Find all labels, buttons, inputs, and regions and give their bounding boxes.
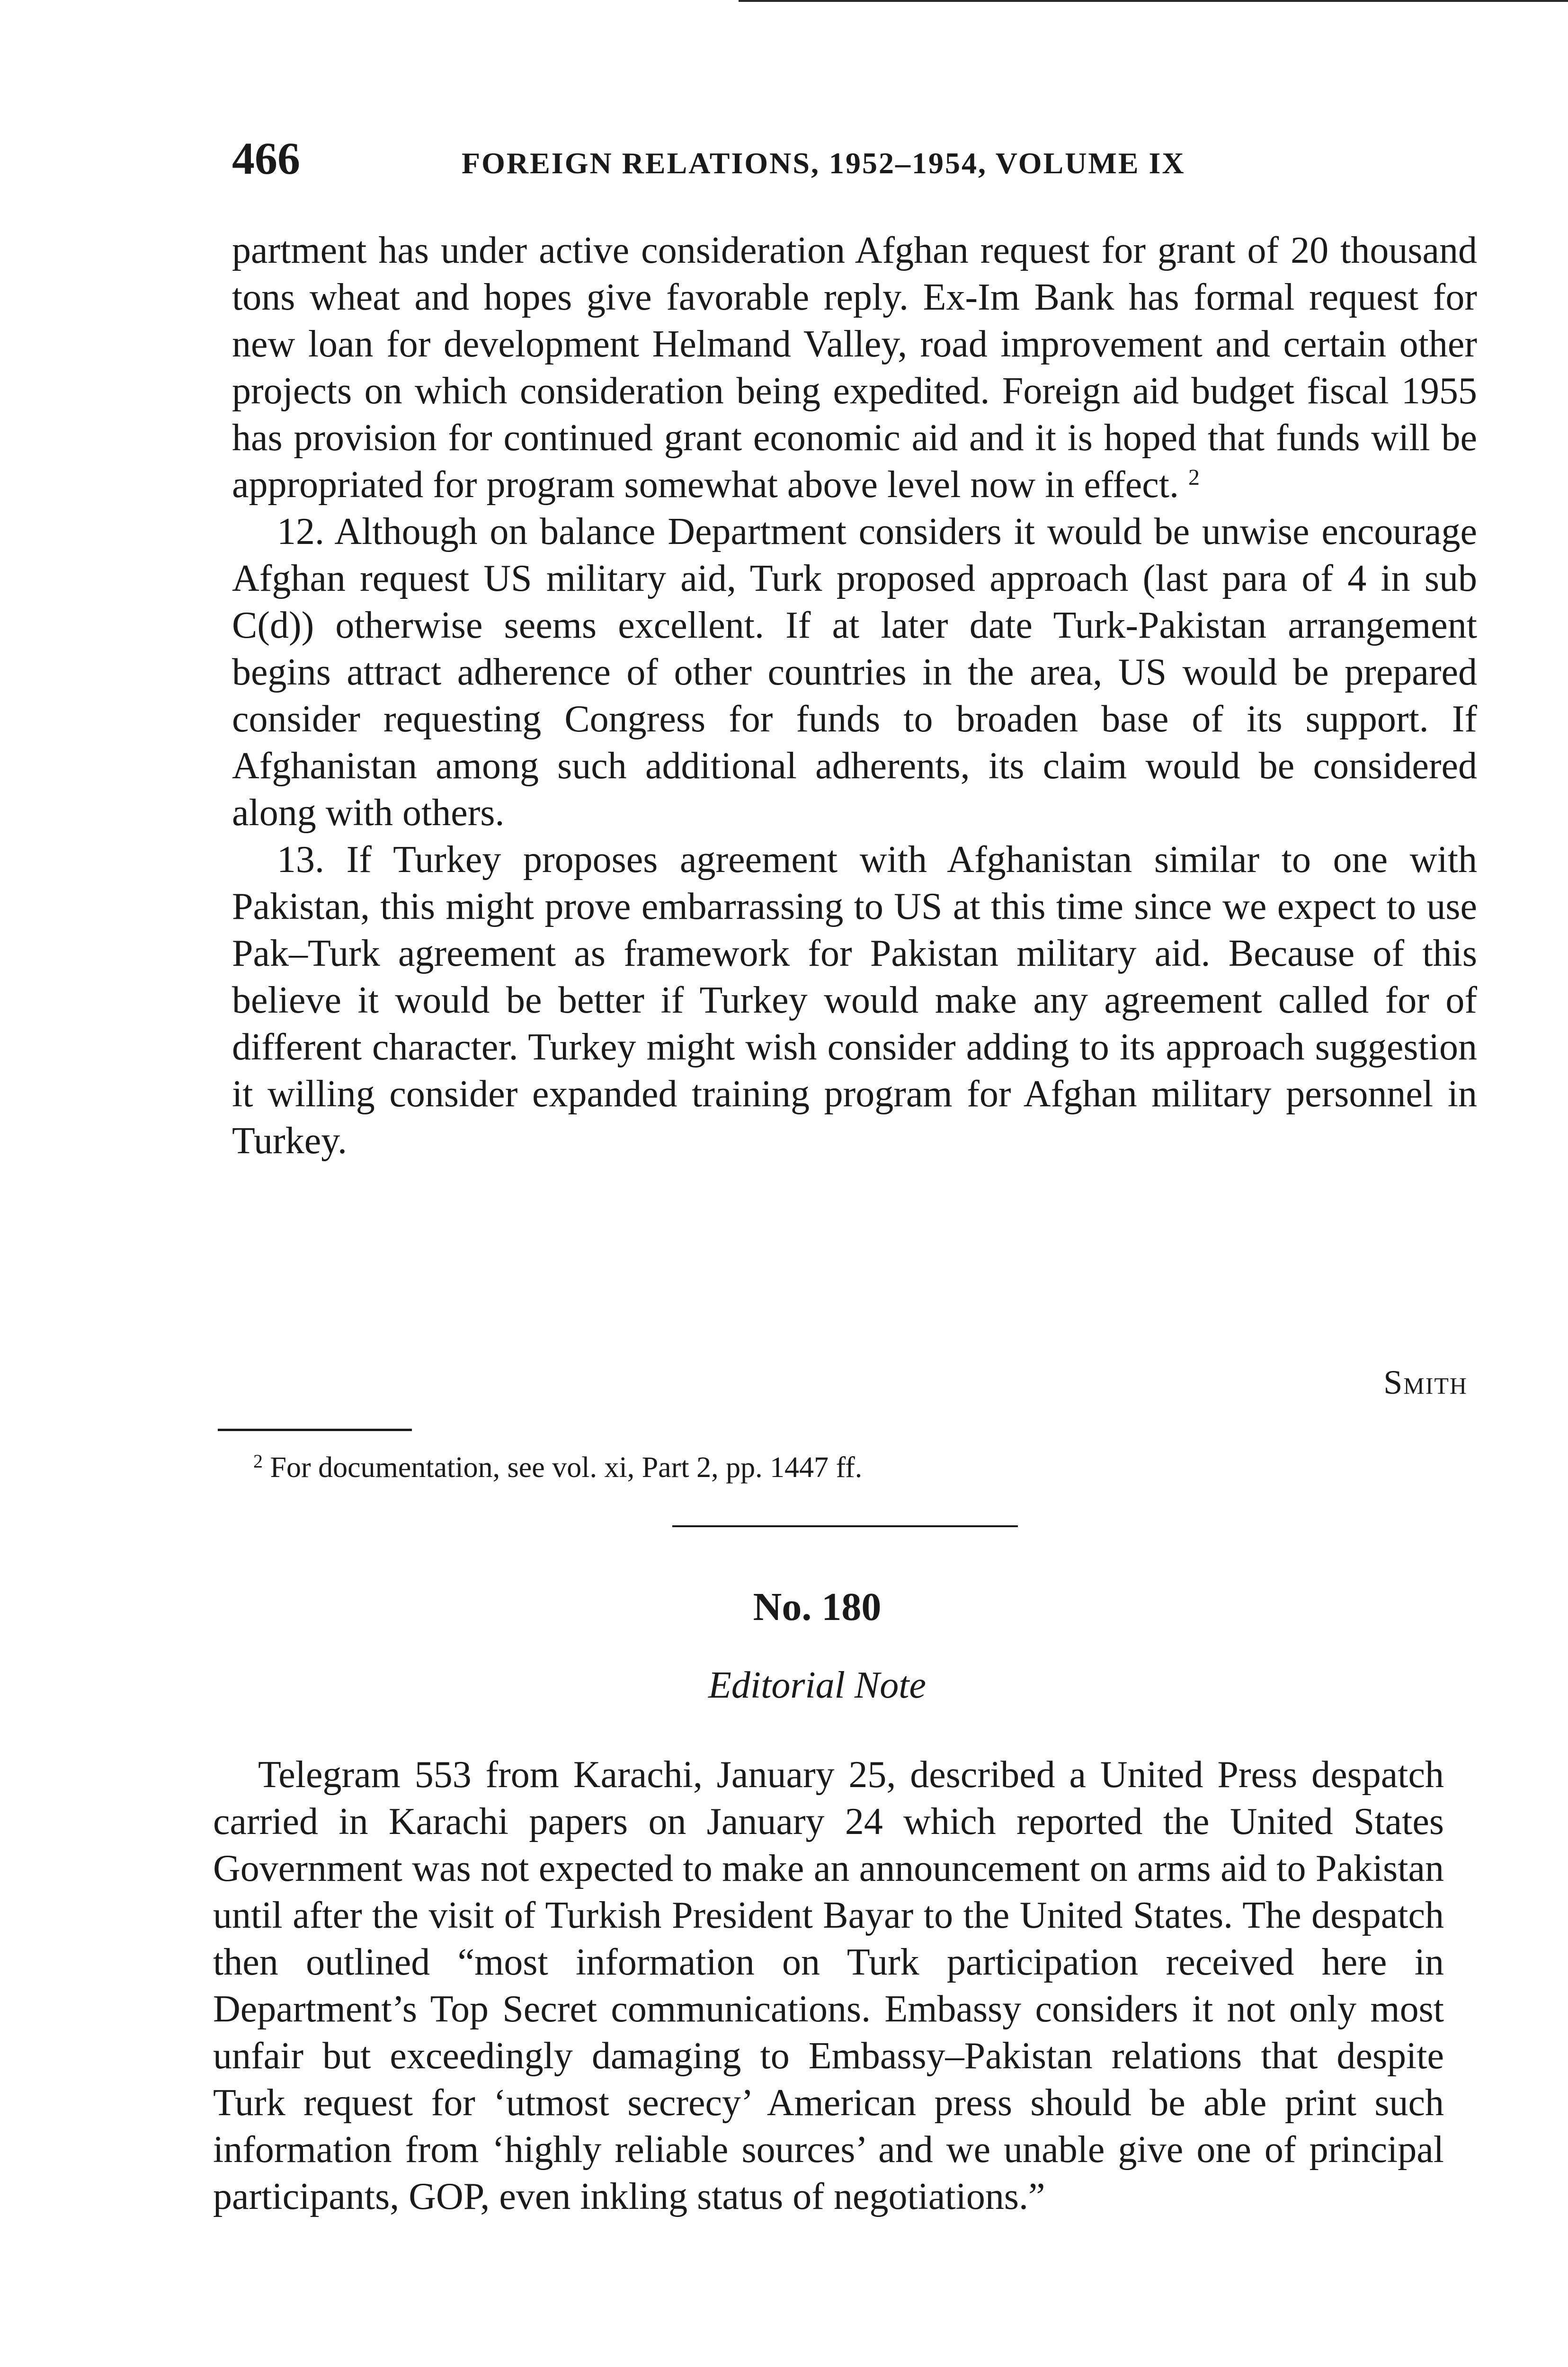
paragraph-12: 12. Although on balance Department considers it would be unwise encourage Afghan request US military aid, Turk proposed approach (last para of 4 in sub C(d)) otherwise seems excellent. If at later date Turk-Pakistan arrangement begins attract adherence of other countries in the area, US would be prepared consider requesting Congress for funds to broaden base of its support. If Afghanistan among such additional adherents, its claim would be considered along with others.	[232, 511, 1477, 834]
continuation-paragraph	[232, 227, 1477, 508]
page-number: 466	[232, 133, 300, 184]
footnote-rule	[218, 1429, 412, 1431]
document-separator	[672, 1525, 1018, 1527]
running-title: FOREIGN RELATIONS, 1952–1954, VOLUME IX	[462, 146, 1185, 180]
footnote-text: For documentation, see vol. xi, Part 2, pp. 1447 ff.	[270, 1451, 863, 1484]
editorial-note-paragraph: Telegram 553 from Karachi, January 25, described a United Press despatch carried in Karachi papers on January 24 which reported the United States Government was not expected to make an announcement on arms aid to Pakistan until after the visit of Turkish President Bayar to the United States. The despatch then outlined “most information on Turk participation received here in Department’s Top Secret communications. Embassy considers it not only most unfair but exceedingly damaging to Embassy–Pakistan relations that despite Turk request for ‘utmost secrecy’ American press should be able print such information from ‘highly reliable sources’ and we unable give one of principal participants, GOP, even inkling status of negotiations.”	[213, 1754, 1444, 2217]
footnote	[253, 1446, 1484, 1489]
top-edge-rule	[739, 0, 1568, 2]
document-subtitle: Editorial Note	[708, 1664, 926, 1706]
document-number: No. 180	[753, 1585, 882, 1629]
footnote-marker: 2	[253, 1450, 263, 1472]
footnote-reference: 2	[1188, 465, 1200, 490]
signature: Smith	[1383, 1363, 1468, 1401]
letter-body	[232, 227, 1477, 1165]
editorial-note-body	[213, 1752, 1444, 2220]
running-head	[232, 130, 1482, 187]
paragraph-13: 13. If Turkey proposes agreement with Afghanistan similar to one with Pakistan, this might prove embarrassing to US at this time since we expect to use Pak–Turk agreement as framework for Pakistan military aid. Because of this believe it would be better if Turkey would make any agreement called for of different character. Turkey might wish consider adding to its approach suggestion it willing consider expanded training program for Afghan military personnel in Turkey.	[232, 839, 1477, 1162]
continuation-text: partment has under active consideration Afghan request for grant of 20 thousand tons wheat and hopes give favorable reply. Ex-Im Bank has formal request for new loan for development Helmand Valley, road improvement and certain other projects on which consideration being expedited. Foreign aid budget fiscal 1955 has provision for continued grant economic aid and it is hoped that funds will be appropriated for program somewhat above level now in effect.	[232, 230, 1477, 506]
